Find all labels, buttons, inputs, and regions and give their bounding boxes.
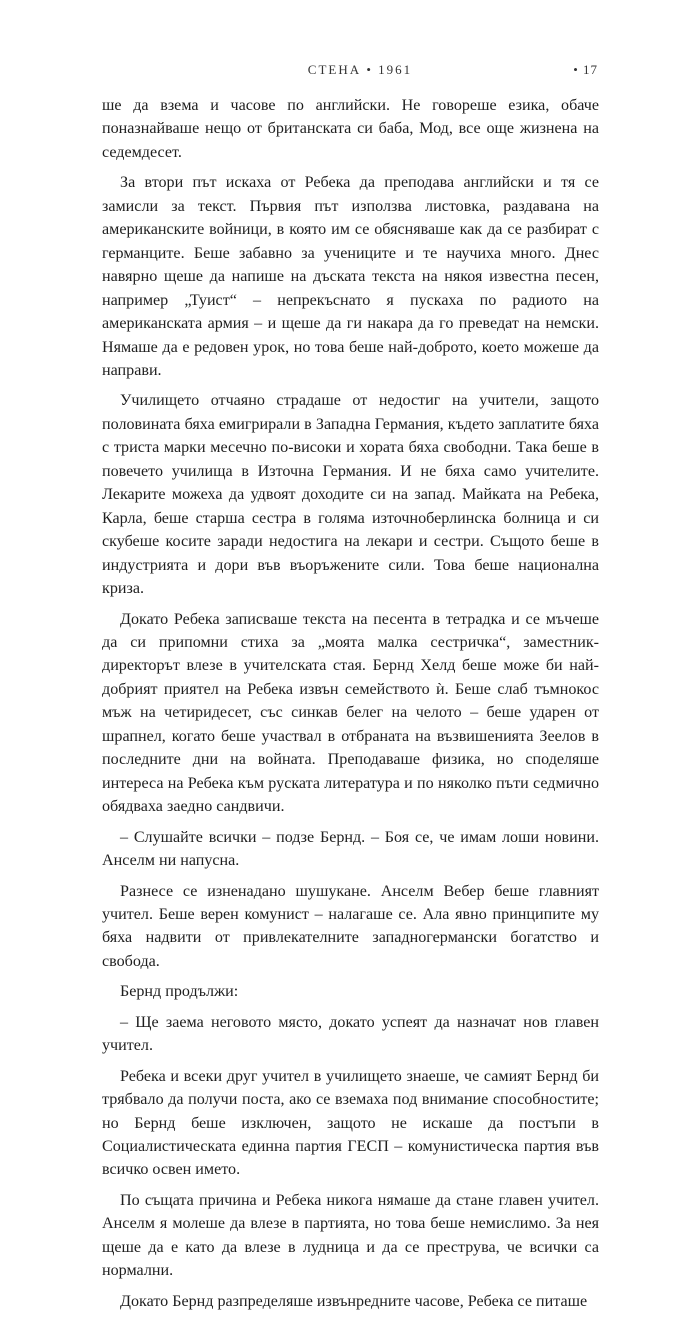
paragraph: Бернд продължи:	[120, 983, 239, 1001]
paragraph: Училището отчаяно страдаше от недостиг на учители, защото половината бяха емигрирали в Западна Германия, където заплатите бяха с триста марки месечно по-високи и хората бяха свободни. Така беше в повечето училища в Източна Германия. И не бяха само учителите. Лекарите можеха да удвоят доходите си на запад. Майката на Ребека, Карла, беше старша сестра в голяма източноберлинска болница и си скубеше косите заради недостига на лекари и сестри. Същото беше в индустрията и дори във въоръжените сили. Това беше национална криза.	[102, 392, 599, 598]
running-header	[0, 62, 700, 82]
paragraph: – Слушайте всички – подзе Бернд. – Боя се, че имам лоши новини. Анселм ни напусна.	[102, 828, 599, 870]
paragraph: Ребека и всеки друг учител в училището знаеше, че самият Бернд би трябвало да получи поста, ако се вземаха под внимание способностите; но Бернд беше изключен, защото не искаше да постъпи в Социалистическата единна партия ГЕСП – комунистическа партия във всичко освен името.	[102, 1067, 599, 1179]
paragraph: По същата причина и Ребека никога нямаше да стане главен учител. Анселм я молеше да влезе в партията, но това беше немислимо. За нея щеше да е като да влезе в лудница и да се преструва, че всички са нормални.	[102, 1191, 599, 1280]
running-title: СТЕНА • 1961	[307, 62, 413, 77]
paragraph: Разнесе се изненадано шушукане. Анселм Вебер беше главният учител. Беше верен комунист – налагаше се. Ала явно принципите му бяха надвити от привлекателните западногермански богатство и свобода.	[102, 882, 599, 970]
paragraph: Докато Ребека записваше текста на песента в тетрадка и се мъчеше да си припомни стиха за „моята малка сестричка“, заместник-директорът влезе в учителската стая. Бернд Хелд беше може би най-добрият приятел на Ребека извън семейството ѝ. Беше слаб тъмнокос мъж на четиридесет, със синкав белег на челото – беше ударен от шрапнел, когато беше участвал в отбраната на възвишенията Зеелов в последните дни на войната. Преподаваше физика, но споделяше интереса на Ребека към руската литература и по няколко пъти седмично обядваха заедно сандвичи.	[102, 610, 599, 816]
paragraph: ше да взема и часове по английски. Не говореше езика, обаче поназнайваше нещо от британската си баба, Мод, все още жизнена на седемдесет.	[102, 97, 599, 161]
paragraph: Докато Бернд разпределяше извънредните часове, Ребека се питаше	[120, 1292, 588, 1310]
page-number: • 17	[573, 62, 598, 77]
body-text	[102, 94, 599, 1320]
paragraph: – Ще заема неговото място, докато успеят да назначат нов главен учител.	[102, 1013, 599, 1055]
paragraph: За втори път искаха от Ребека да преподава английски и тя се замисли за текст. Първия път използва листовка, раздавана на американските войници, в която им се обясняваше как да се разбират с германците. Беше забавно за учениците и те научиха много. Днес навярно щеше да напише на дъската текста на някоя известна песен, например „Туист“ – непрекъснато я пускаха по радиото на американската армия – и щеше да ги накара да го преведат на немски. Нямаше да е редовен урок, но това беше най-доброто, което можеше да направи.	[102, 174, 599, 379]
